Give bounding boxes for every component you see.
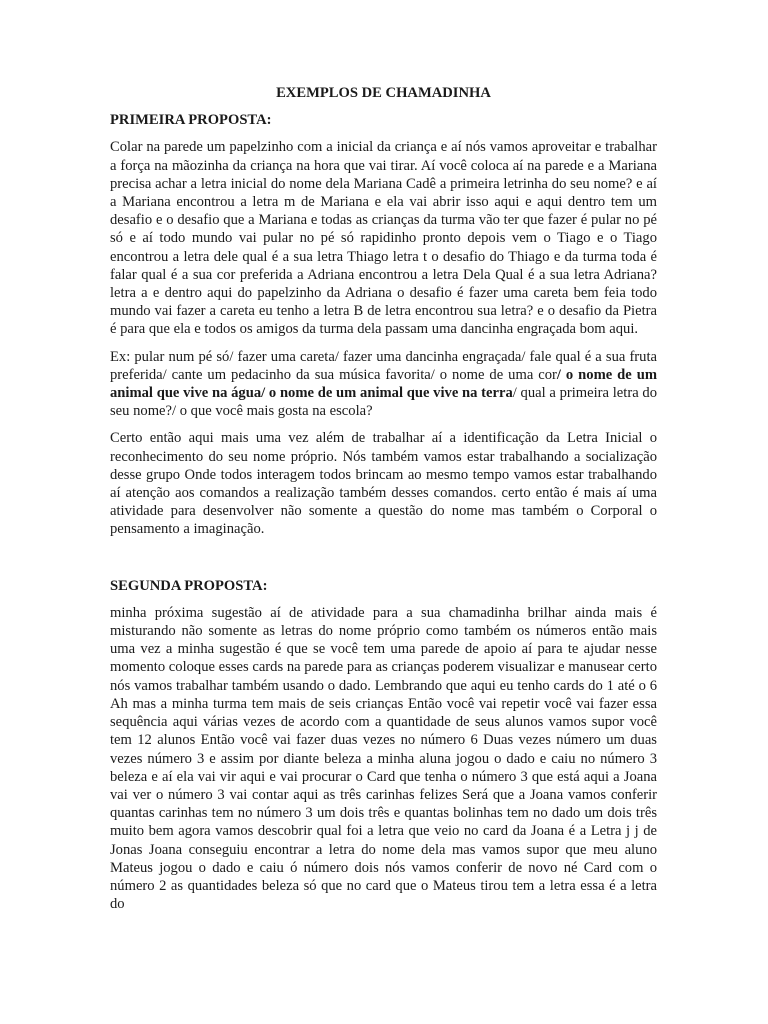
section2-paragraph-1: minha próxima sugestão aí de atividade para a sua chamadinha brilhar ainda mais é misturando não somente as letras do nome próprio como também os números então mais uma vez a minha sugestão é que se você tem uma parede de apoio aí para te ajudar nesse momento coloque esses cards na parede para as crianças poderem visualizar e manusear certo nós vamos trabalhar também usando o dado. Lembrando que aqui eu tenho cards do 1 até o 6 Ah mas a minha turma tem mais de seis crianças Então você vai repetir você vai fazer essa sequência aqui várias vezes de acordo com a quantidade de seus alunos vamos supor você tem 12 alunos Então você vai fazer duas vezes no número 6 Duas vezes número um duas vezes número 3 e assim por diante beleza a minha aluna jogou o dado e caiu no número 3 beleza e aí ela vai vir aqui e vai procurar o Card que tenha o número 3 que está aqui a Joana vai ver o número 3 vai contar aqui as três carinhas felizes Será que a Joana vamos conferir quantas carinhas tem no número 3 um dois três e quantas bolinhas tem no dado um dois três muito bem agora vamos descobrir qual foi a letra que veio no card da Joana é a Letra j j de Jonas Joana conseguiu encontrar a letra do nome dela mas vamos supor que meu aluno Mateus jogou o dado e caiu ó número dois nós vamos conferir de novo né Card com o número 2 as quantidades beleza só que no card que o Mateus tirou tem a letra essa é a letra do: [110, 604, 657, 913]
section1-paragraph-1: Colar na parede um papelzinho com a inicial da criança e aí nós vamos aproveitar e trabalhar a força na mãozinha da criança na hora que vai tirar. Aí você coloca aí na parede e a Mariana precisa achar a letra inicial do nome dela Mariana Cadê a primeira letrinha do seu nome? e aí a Mariana encontrou a letra m de Mariana e ela vai abrir isso aqui e aqui dentro tem um desafio e o desafio que a Mariana e todas as crianças da turma vão ter que fazer é pular no pé só e aí todo mundo vai pular no pé só rapidinho pronto depois vem o Tiago e o Tiago encontrou a letra dele qual é a sua letra Thiago letra t o desafio do Thiago e da turma toda é falar qual é a sua cor preferida a Adriana encontrou a letra Dela Qual é a sua letra Adriana? letra a e dentro aqui do papelzinho da Adriana o desafio é fazer uma careta bem feia todo mundo vai fazer a careta eu tenho a letra B de letra encontrou sua letra? e o desafio da Pietra é para que ela e todos os amigos da turma dela passam uma dancinha engraçada bom aqui.: [110, 139, 657, 338]
examples-text-start: Ex: pular num pé só/ fazer uma careta/ fazer uma dancinha engraçada/ fale qual é a sua fruta preferida/ cante um pedacinho da sua música favorita/ o nome de uma cor: [110, 348, 657, 383]
document-page: [110, 84, 657, 922]
examples-text-bold: / o nome de um animal que vive na água/ o nome de um animal que vive na terra: [110, 366, 657, 402]
document-title: EXEMPLOS DE CHAMADINHA: [276, 85, 491, 101]
section-heading-primeira: PRIMEIRA PROPOSTA:: [110, 112, 272, 129]
section1-examples-paragraph: [110, 348, 657, 421]
section-heading-segunda: SEGUNDA PROPOSTA:: [110, 577, 268, 594]
section1-paragraph-3: Certo então aqui mais uma vez além de trabalhar aí a identificação da Letra Inicial o reconhecimento do seu nome próprio. Nós também vamos estar trabalhando a socialização desse grupo Onde todos interagem todos brincam ao mesmo tempo vamos estar trabalhando aí atenção aos comandos a realização também desses comandos. certo então é mais aí uma atividade para desenvolver não somente a questão do nome mas também o Corporal o pensamento a imaginação.: [110, 430, 657, 538]
examples-text-end: / qual a primeira letra do seu nome?/ o que você mais gosta na escola?: [110, 385, 657, 420]
section-spacer: [110, 548, 657, 577]
